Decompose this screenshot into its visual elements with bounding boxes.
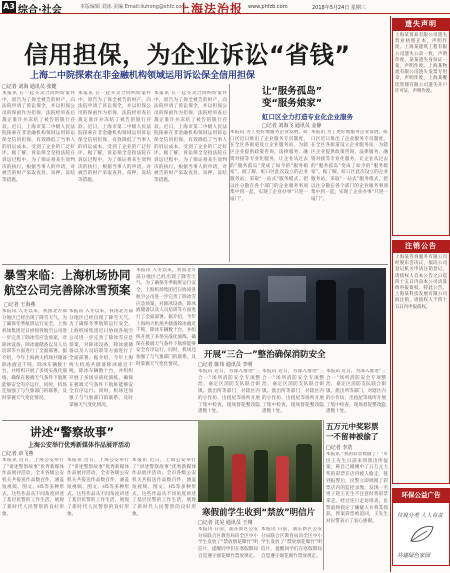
- fire-safety-column-1: [198, 369, 260, 417]
- photo-figure: [208, 446, 224, 502]
- section-divider: [2, 264, 388, 265]
- lead-body-cont: 本报讯 在一起买卖合同纠纷案件中，原告为了保全被告的财产，向法院申请了诉讼保全，并以担保公司的保函作为担保，法院经审查后裁定准许并冻结了被告的银行存款。近日，上海市第二中级人民法院探索在非金融机构领域运用诉讼保全信用担保，有效降低了当事人的诉讼成本，受到了企业的广泛好评。据了解，诉讼保全是指法院在诉讼过程中，为了保证将来生效判决的执行，根据当事人的申请，对被告的财产采取查封、扣押、冻结等措施。: [78, 91, 151, 184]
- airport-body-cont: 本报讯 入冬以来，我国北方部分地区已经出现了降雪天气。为了确保冬季航班运行安全，上海机场集团近日协同各航空公司进一步完善了除冰雪应急预案，对除冰设备、除冰液储备以及人员培训等方面进行了全面部署。据介绍，今年上海两大机场共储备除冰液近千吨，除冰车辆数十台，并组织开展了多场实战化演练，确保在极端天气条件下航班能够安全有序运行。同时，机场还加强了与气象部门的联系，及时掌握天气变化情况。: [69, 309, 133, 408]
- police-body-cont: 本报讯 近日，上海公安举行了“讲述警察故事”优秀新媒体作品展评活动，全市各级公安机关共报送作品数百件，涵盖短视频、图文、H5等多种形式。这些作品从不同角度讲述了基层民警的工作生活，展现了新时代人民警察的良好形象。: [67, 458, 129, 517]
- lead-byline: □记者 刘海 通讯员 张健: [2, 84, 57, 90]
- police-byline: □记者 章飞燕: [2, 451, 34, 457]
- police-headline: 讲述“警察故事”: [30, 425, 115, 439]
- service-column-1: [230, 130, 308, 260]
- airport-headline: 暴雪来临：上海机场协同 航空公司完善除冰雪预案: [4, 268, 131, 297]
- police-subhead: 上海公安举行优秀新媒体作品展评活动: [28, 442, 131, 449]
- rail-notices-lost: [392, 30, 450, 236]
- students-caption: 寒假前学生收到“禁放”明信片: [202, 508, 316, 518]
- airport-body-cont-2: 本报讯 入冬以来，我国北方部分地区已经出现了降雪天气。为了确保冬季航班运行安全，上海机场集团近日协同各航空公司进一步完善了除冰雪应急预案，对除冰设备、除冰液储备以及人员培训等方面进行了全面部署。据介绍，今年上海两大机场共储备除冰液近千吨，除冰车辆数十台，并组织开展了多场实战化演练，确保在极端天气条件下航班能够安全有序运行。同时，机场还加强了与气象部门的联系，及时掌握天气变化情况。: [136, 268, 196, 367]
- dateline: 2018年5月24日 星期三: [312, 5, 366, 11]
- fire-safety-byline: □记者 陈伟 通讯员 李明: [198, 362, 253, 368]
- police-column-3: [132, 458, 196, 568]
- ad-line-1: 垃圾分类 人人有责: [397, 513, 443, 519]
- airport-column-3: [136, 268, 196, 418]
- police-column-2: [67, 458, 129, 568]
- service-body-cont: 本报讯 为了更好地服务企业发展，虹口区近日推出了企业服务专员制度，在全区各街道设立企业服务站，为辖区企业提供政策咨询、法律服务、融资对接等专业化服务，让企业从过去的“服务孤岛”变成了如今的“服务娘家”。据了解，虹口区此次设立的企业服务站，采取“一站式”服务模式，把以往分散在各个部门的企业服务事项集中到一起，实现了企业办事“只进一扇门”。: [311, 130, 388, 203]
- rail-notices-text: 上海某贸易有限公司遗失营业执照正本，声明作废。上海某建筑工程有限公司遗失公章一枚，声明作废。某某遗失身份证一张，声明作废。上海某物流有限公司遗失发票专用章，声明作废。上海某餐饮管理有限公司遗失开户许可证，声明作废。: [395, 33, 447, 94]
- lottery-column: [326, 452, 388, 568]
- fire-safety-body-cont: 本报讯 近日，为深入推进“三合一”场所消防安全专项整治，嘉定区消防支队联合街镇、派出所等部门，对辖区内的小作坊、出租屋等场所开展了集中检查，现场督促整改隐患数十处。: [262, 369, 324, 415]
- students-body: 本报讯 日前，浦东新区公安分局联合区教育局向全区中小学生发放了“禁放烟花爆竹”明信片，提醒同学们在寒假期间自觉遵守烟花爆竹禁放规定。: [198, 527, 258, 559]
- photo-figure: [296, 444, 312, 502]
- website: www.phfzb.com: [248, 4, 288, 10]
- fire-safety-caption: 开展“三合一”整治确保消防安全: [204, 350, 326, 360]
- rail-header-lost: 遗失声明: [392, 18, 450, 30]
- photo-figure: [232, 454, 246, 502]
- ad-line-2: 共建绿色家园: [397, 553, 431, 559]
- service-subhead: 虹口区全力打造专业化企业服务: [262, 113, 353, 121]
- ad-body: [392, 502, 450, 566]
- photo-figure: [276, 456, 289, 502]
- page-header: [0, 0, 450, 14]
- lead-subhead: 上海二中院探索在非金融机构领域运用诉讼保全信用担保: [30, 71, 256, 81]
- lead-headline: 信用担保，为企业诉讼“省钱”: [24, 41, 351, 69]
- section-title: 综合·社会: [18, 5, 62, 16]
- police-body: 本报讯 近日，上海公安举行了“讲述警察故事”优秀新媒体作品展评活动，全市各级公安机关共报送作品数百件，涵盖短视频、图文、H5等多种形式。这些作品从不同角度讲述了基层民警的工作生活，展现了新时代人民警察的良好形象。: [2, 458, 64, 517]
- lottery-headline: 五万元中奖彩票 一不留神被偷了: [326, 422, 379, 441]
- service-body: 本报讯 为了更好地服务企业发展，虹口区近日推出了企业服务专员制度，在全区各街道设立企业服务站，为辖区企业提供政策咨询、法律服务、融资对接等专业化服务，让企业从过去的“服务孤岛”变成了如今的“服务娘家”。据了解，虹口区此次设立的企业服务站，采取“一站式”服务模式，把以往分散在各个部门的企业服务事项集中到一起，实现了企业办事“只进一扇门”。: [230, 130, 308, 203]
- service-byline: □记者 刘海飞 通讯员 金静: [262, 123, 322, 129]
- fire-safety-column-2: [262, 369, 324, 417]
- editor-credit: 本版编辑 刘冰 美编 Email:liuhong@shfz.com: [80, 4, 187, 10]
- service-column-2: [311, 130, 388, 260]
- fire-safety-photo: [198, 268, 386, 344]
- lottery-body: 本报讯 “我的彩票被偷了！”市民王先生日前来到派出所报案，称自己刚刚中了五万元大奖的彩票在店内被人偷走。接到报警后，民警立即调阅了彩票店内的监控录像，发现一名男子趁王先生不注意时将彩票拿走。经过连日走访排查，民警最终锁定了嫌疑人并将其抓获，涉案彩票被追回，王先生对民警表示了衷心感谢。: [326, 452, 388, 525]
- photo-figure: [254, 450, 268, 502]
- lead-column-1: [2, 91, 75, 261]
- photo-figure: [348, 288, 364, 340]
- fire-safety-column-3: [326, 369, 386, 417]
- police-column-1: [2, 458, 64, 568]
- lead-body: 本报讯 在一起买卖合同纠纷案件中，原告为了保全被告的财产，向法院申请了诉讼保全，并以担保公司的保函作为担保，法院经审查后裁定准许并冻结了被告的银行存款。近日，上海市第二中级人民法院探索在非金融机构领域运用诉讼保全信用担保，有效降低了当事人的诉讼成本，受到了企业的广泛好评。据了解，诉讼保全是指法院在诉讼过程中，为了保证将来生效判决的执行，根据当事人的申请，对被告的财产采取查封、扣押、冻结等措施。: [2, 91, 75, 184]
- page-number: A3: [3, 2, 15, 11]
- service-headline: 让“服务孤岛” 变“服务娘家”: [262, 86, 322, 109]
- photo-sign: [268, 276, 306, 302]
- students-photo: [198, 420, 322, 502]
- police-body-cont-2: 本报讯 近日，上海公安举行了“讲述警察故事”优秀新媒体作品展评活动，全市各级公安机关共报送作品数百件，涵盖短视频、图文、H5等多种形式。这些作品从不同角度讲述了基层民警的工作生活，展现了新时代人民警察的良好形象。: [132, 458, 196, 517]
- lead-column-2: [78, 91, 151, 261]
- rail-notices-cancel: [392, 252, 450, 484]
- photo-figure: [316, 280, 336, 340]
- airport-body: 本报讯 入冬以来，我国北方部分地区已经出现了降雪天气。为了确保冬季航班运行安全，上海机场集团近日协同各航空公司进一步完善了除冰雪应急预案，对除冰设备、除冰液储备以及人员培训等方面进行了全面部署。据介绍，今年上海两大机场共储备除冰液近千吨，除冰车辆数十台，并组织开展了多场实战化演练，确保在极端天气条件下航班能够安全有序运行。同时，机场还加强了与气象部门的联系，及时掌握天气变化情况。: [2, 309, 67, 402]
- section-divider: [2, 420, 198, 421]
- ad-header: 环保公益广告: [392, 488, 450, 502]
- photo-figure: [218, 284, 236, 340]
- lead-column-3: [154, 91, 227, 261]
- airport-column-1: [2, 309, 67, 417]
- fire-safety-body-cont-2: 本报讯 近日，为深入推进“三合一”场所消防安全专项整治，嘉定区消防支队联合街镇、派出所等部门，对辖区内的小作坊、出租屋等场所开展了集中检查，现场督促整改隐患数十处。: [326, 369, 386, 415]
- column-rule: [323, 420, 324, 570]
- rail-cancel-text: 上海某咨询服务有限公司经股东会决议，拟向公司登记机关申请注销登记，请债权人自本公告之日起四十五日内向本公司清算组申报债权。特此公告。上海某科技发展有限公司拟注销，请债权人于四十五日内申报债权。: [395, 255, 447, 310]
- leaf-icon: [407, 523, 437, 545]
- newspaper-title: 上海法治报: [178, 2, 244, 16]
- lottery-byline: □记者 李浩: [326, 445, 353, 451]
- rail-header-cancel: 注销公告: [392, 240, 450, 252]
- airport-column-2: [69, 309, 133, 417]
- students-column-1: [198, 527, 258, 569]
- lead-body-cont-2: 本报讯 在一起买卖合同纠纷案件中，原告为了保全被告的财产，向法院申请了诉讼保全，并以担保公司的保函作为担保，法院经审查后裁定准许并冻结了被告的银行存款。近日，上海市第二中级人民法院探索在非金融机构领域运用诉讼保全信用担保，有效降低了当事人的诉讼成本，受到了企业的广泛好评。据了解，诉讼保全是指法院在诉讼过程中，为了保证将来生效判决的执行，根据当事人的申请，对被告的财产采取查封、扣押、冻结等措施。: [154, 91, 227, 184]
- students-byline: □记者 沈昊 通讯员 王翔: [198, 520, 253, 526]
- photo-figure: [244, 290, 260, 340]
- fire-safety-body: 本报讯 近日，为深入推进“三合一”场所消防安全专项整治，嘉定区消防支队联合街镇、派出所等部门，对辖区内的小作坊、出租屋等场所开展了集中检查，现场督促整改隐患数十处。: [198, 369, 260, 415]
- rail-rule: [390, 16, 391, 572]
- students-body-cont: 本报讯 日前，浦东新区公安分局联合区教育局向全区中小学生发放了“禁放烟花爆竹”明信片，提醒同学们在寒假期间自觉遵守烟花爆竹禁放规定。: [261, 527, 322, 559]
- students-column-2: [261, 527, 322, 569]
- airport-byline: □记者 王海燕: [4, 302, 36, 308]
- column-rule: [229, 84, 230, 262]
